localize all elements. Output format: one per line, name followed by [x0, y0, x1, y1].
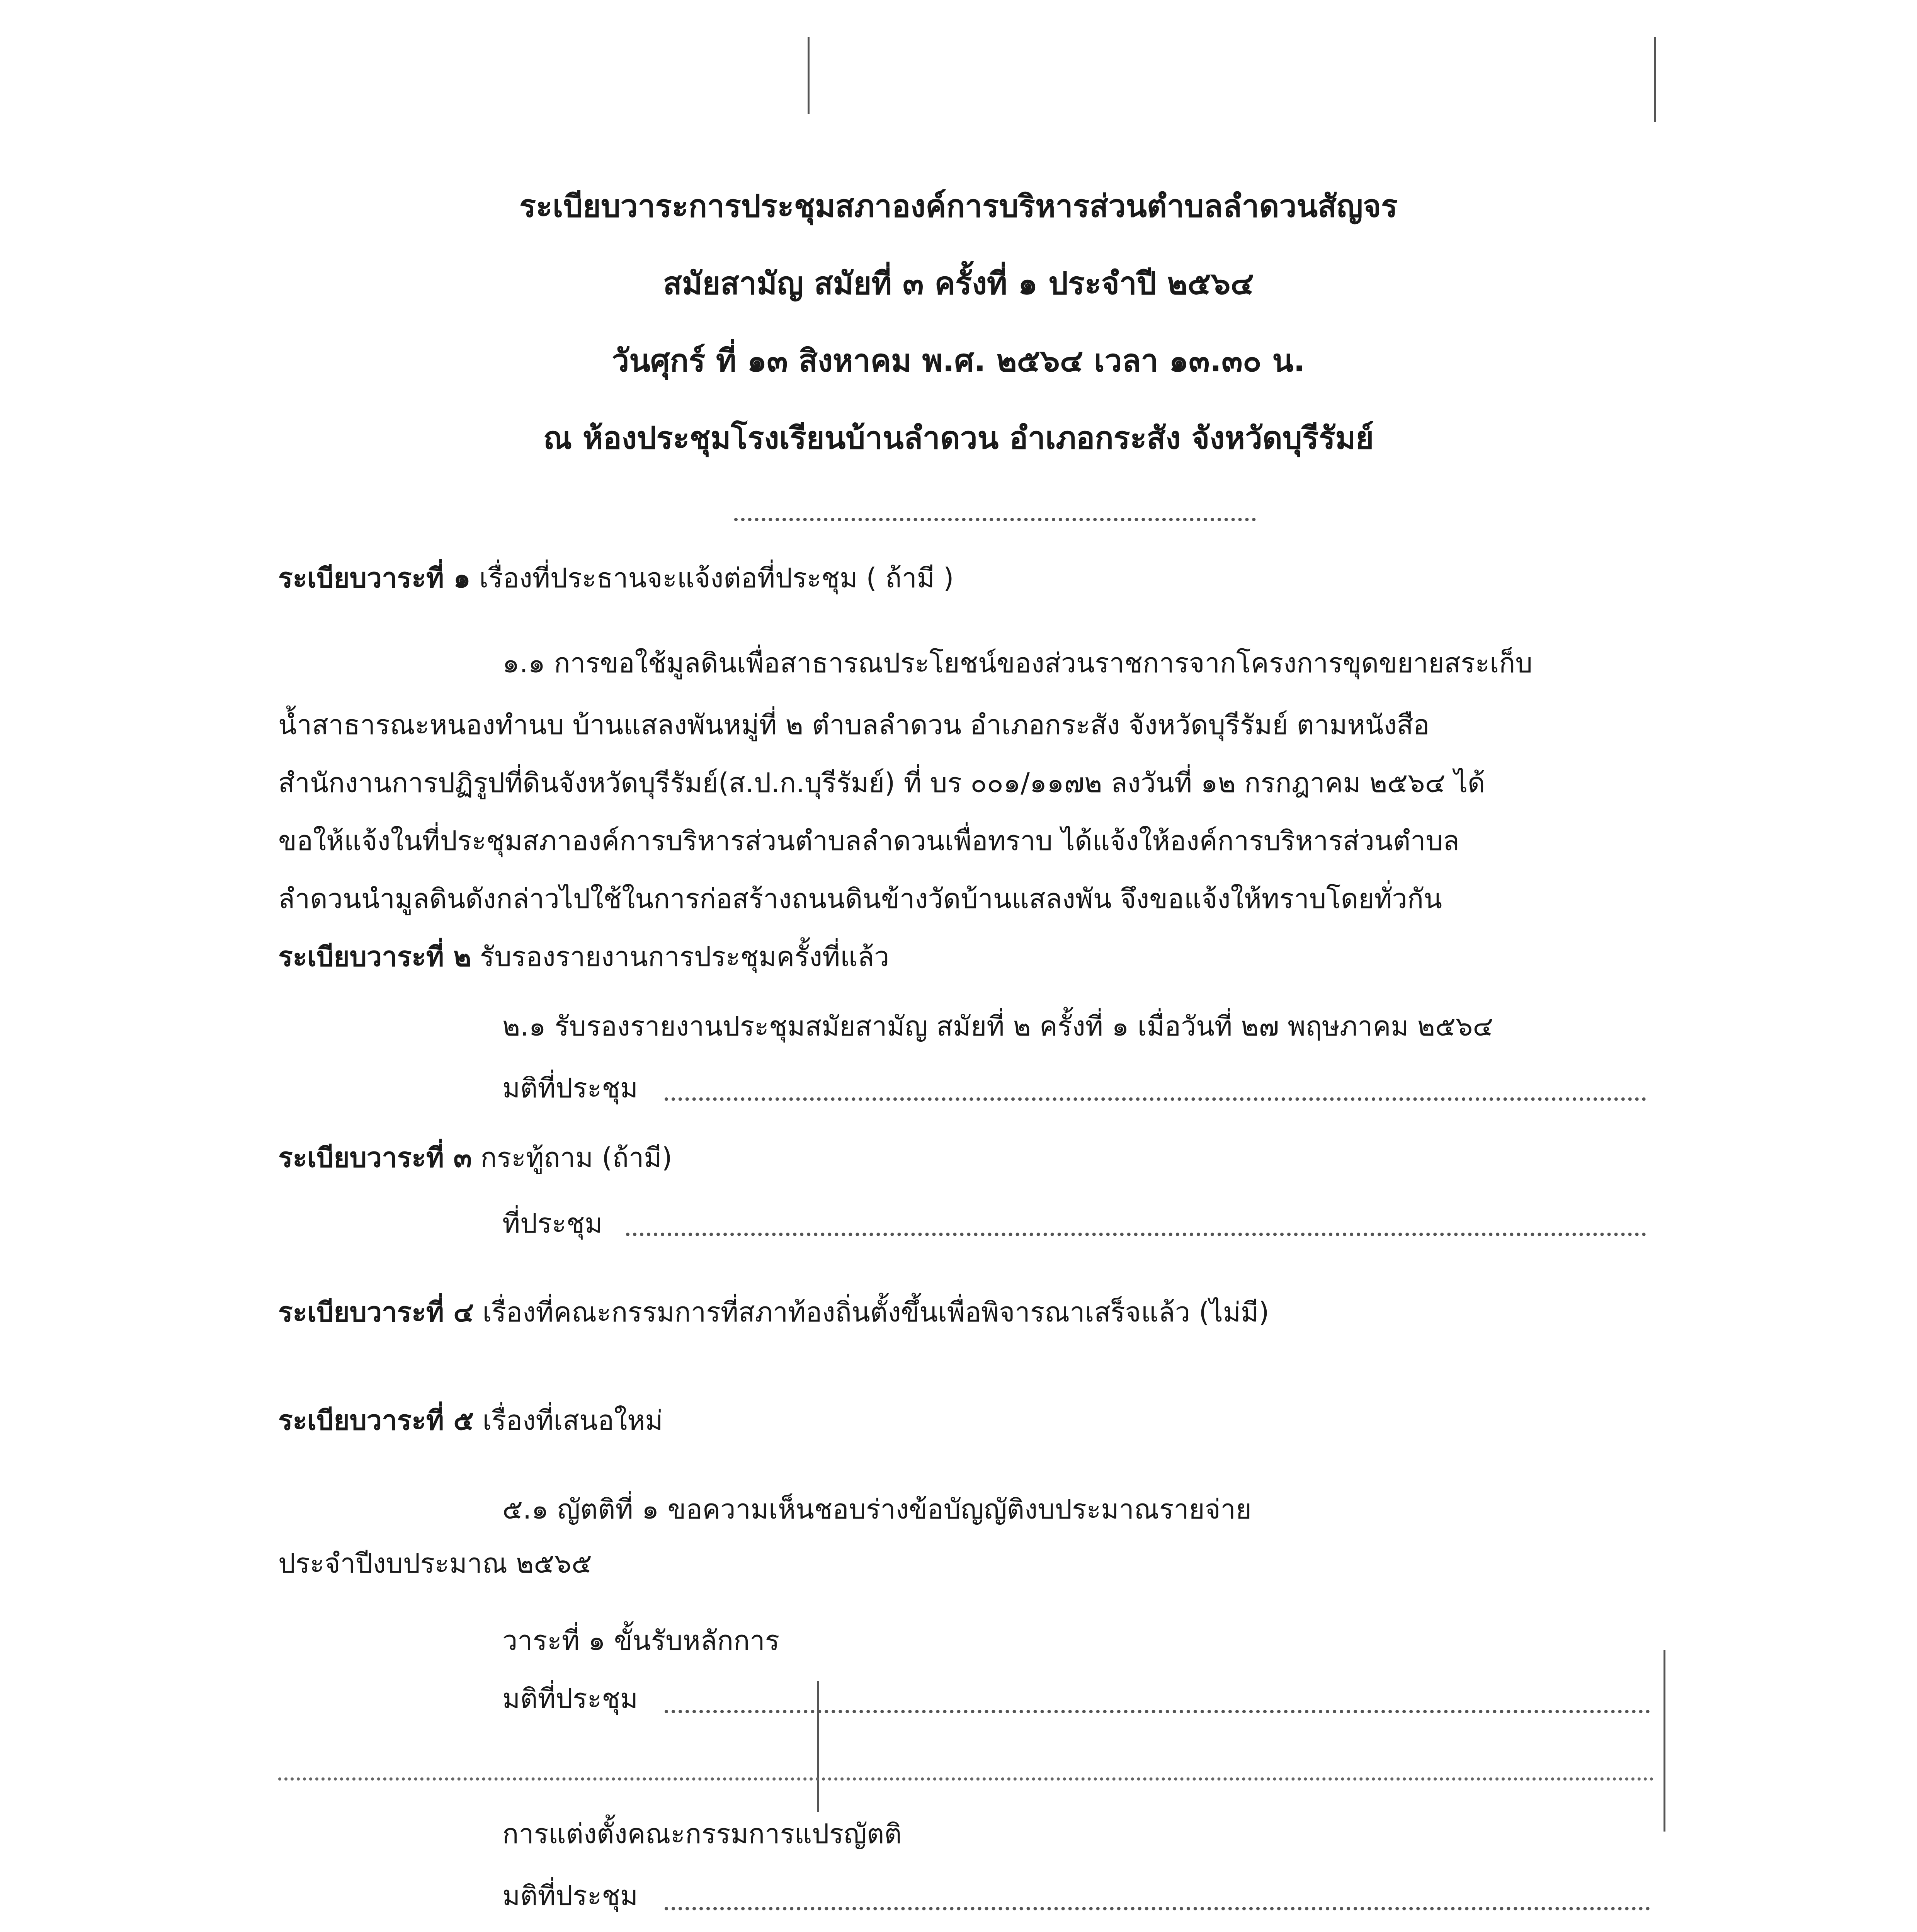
- agenda-5-committee: การแต่งตั้งคณะกรรมการแปรญัตติ: [502, 1818, 902, 1850]
- agenda-3-resolution-blank: [626, 1233, 1646, 1236]
- agenda-1-item-1-line-2: น้ำสาธารณะหนองทำนบ บ้านแสลงพันหมู่ที่ ๒ ตำบลลำดวน อำเภอกระสัง จังหวัดบุรีรัมย์ ตามหนังสือ: [278, 709, 1430, 741]
- agenda-5-item-1-line-2: ประจำปีงบประมาณ ๒๕๖๕: [278, 1548, 592, 1579]
- agenda-5-stage-1: วาระที่ ๑ ขั้นรับหลักการ: [502, 1625, 780, 1656]
- session-line: สมัยสามัญ สมัยที่ ๓ ครั้งที่ ๑ ประจำปี ๒๕๖๔: [663, 265, 1254, 301]
- agenda-2-resolution: มติที่ประชุม: [502, 1072, 638, 1104]
- agenda-5-resolution-2: มติที่ประชุม: [502, 1880, 638, 1912]
- agenda-3: [278, 1136, 672, 1179]
- agenda-5-item-1-line-1: ๕.๑ ญัตติที่ ๑ ขอความเห็นชอบร่างข้อบัญญัติงบประมาณรายจ่าย: [502, 1493, 1252, 1525]
- agenda-5: [278, 1399, 663, 1442]
- agenda-5-resolution-2-blank: [665, 1907, 1650, 1910]
- agenda-4: [278, 1291, 1269, 1333]
- agenda-1-text: เรื่องที่ประธานจะแจ้งต่อที่ประชุม ( ถ้ามี ): [479, 562, 954, 594]
- agenda-2-label: ระเบียบวาระที่ ๒: [278, 941, 471, 973]
- agenda-4-text: เรื่องที่คณะกรรมการที่สภาท้องถิ่นตั้งขึ้นเพื่อพิจารณาเสร็จแล้ว (ไม่มี): [482, 1296, 1269, 1328]
- scan-mark-mid-1: [817, 1681, 819, 1812]
- title-separator: [734, 518, 1256, 521]
- scan-mark-mid-2: [1664, 1650, 1665, 1832]
- agenda-5-resolution-1-blank-2: [278, 1777, 1654, 1781]
- agenda-3-resolution: ที่ประชุม: [502, 1208, 603, 1239]
- agenda-1-item-1-line-4: ขอให้แจ้งในที่ประชุมสภาองค์การบริหารส่วนตำบลลำดวนเพื่อทราบ ได้แจ้งให้องค์การบริหารส่วนตำบล: [278, 825, 1459, 857]
- agenda-1-item-1-line-3: สำนักงานการปฏิรูปที่ดินจังหวัดบุรีรัมย์(ส.ป.ก.บุรีรัมย์) ที่ บร ๐๐๑/๑๑๗๒ ลงวันที่ ๑๒ กรกฎาคม ๒๕๖๔ ได้: [278, 767, 1485, 799]
- scan-mark-top-left: [808, 37, 810, 114]
- agenda-2-item-1: ๒.๑ รับรองรายงานประชุมสมัยสามัญ สมัยที่ ๒ ครั้งที่ ๑ เมื่อวันที่ ๒๗ พฤษภาคม ๒๕๖๔: [502, 1010, 1493, 1042]
- agenda-3-label: ระเบียบวาระที่ ๓: [278, 1142, 472, 1173]
- agenda-2: [278, 935, 889, 978]
- agenda-1-label: ระเบียบวาระที่ ๑: [278, 562, 471, 594]
- agenda-1-item-1-line-5: ลำดวนนำมูลดินดังกล่าวไปใช้ในการก่อสร้างถนนดินข้างวัดบ้านแสลงพัน จึงขอแจ้งให้ทราบโดยทั่วกัน: [278, 883, 1442, 915]
- agenda-2-text: รับรองรายงานการประชุมครั้งที่แล้ว: [480, 941, 890, 973]
- document-title: ระเบียบวาระการประชุมสภาองค์การบริหารส่วนตำบลลำดวนสัญจร: [519, 188, 1398, 224]
- agenda-4-label: ระเบียบวาระที่ ๔: [278, 1296, 474, 1328]
- agenda-5-resolution-1: มติที่ประชุม: [502, 1683, 638, 1714]
- venue-line: ณ ห้องประชุมโรงเรียนบ้านลำดวน อำเภอกระสัง จังหวัดบุรีรัมย์: [543, 420, 1374, 456]
- agenda-3-text: กระทู้ถาม (ถ้ามี): [480, 1142, 672, 1173]
- scan-mark-top-right: [1654, 37, 1656, 122]
- agenda-2-resolution-blank: [665, 1097, 1646, 1101]
- agenda-5-resolution-1-blank: [665, 1710, 1650, 1713]
- agenda-1-item-1-line-1: ๑.๑ การขอใช้มูลดินเพื่อสาธารณประโยชน์ของส่วนราชการจากโครงการขุดขยายสระเก็บ: [502, 647, 1533, 679]
- agenda-1: [278, 556, 954, 599]
- date-time-line: วันศุกร์ ที่ ๑๓ สิงหาคม พ.ศ. ๒๕๖๔ เวลา ๑๓.๓๐ น.: [612, 343, 1305, 379]
- agenda-5-label: ระเบียบวาระที่ ๕: [278, 1405, 474, 1436]
- agenda-5-text: เรื่องที่เสนอใหม่: [482, 1405, 663, 1436]
